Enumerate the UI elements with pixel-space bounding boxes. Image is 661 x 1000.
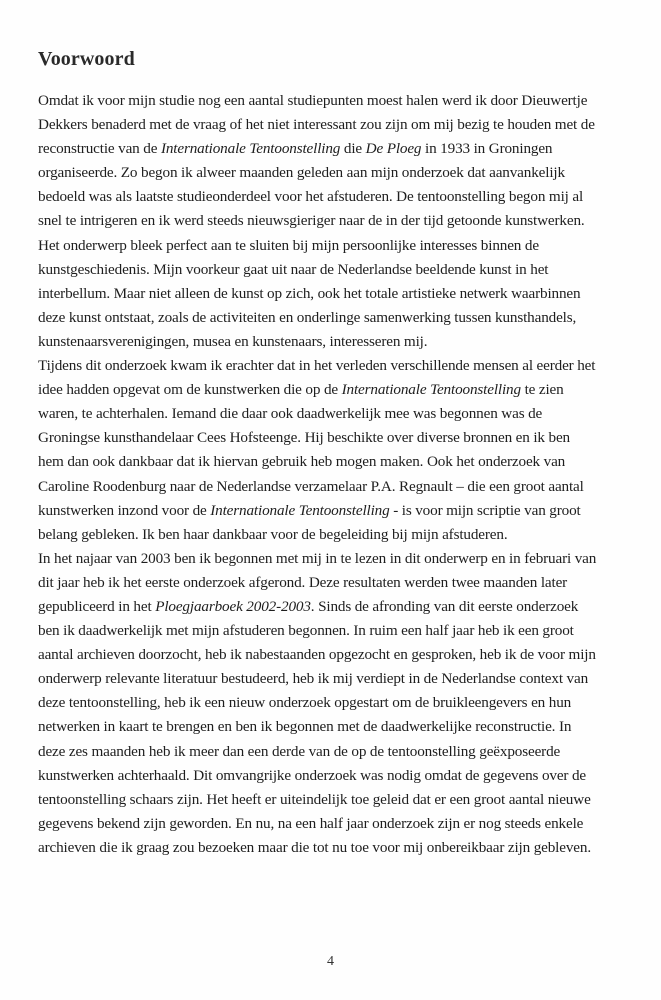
text-line <box>38 667 638 691</box>
text-line <box>38 715 638 739</box>
paragraph <box>38 547 638 860</box>
text-run: In het najaar van 2003 ben ik begonnen met mij in te lezen in dit onderwerp en in februari van <box>38 549 597 567</box>
italic-title: Ploegjaarboek 2002-2003 <box>155 597 311 615</box>
text-run: ben ik daadwerkelijk met mijn afstuderen begonnen. In ruim een half jaar heb ik een groot <box>38 622 574 640</box>
text-line <box>38 547 638 571</box>
text-run: Groningse kunsthandelaar Cees Hofsteenge. Hij beschikte over diverse bronnen en ik ben <box>38 429 570 447</box>
text-run: tentoonstelling schaars zijn. Het heeft er uiteindelijk toe geleid dat er een groot aantal nieuwe <box>38 790 591 808</box>
text-run: Caroline Roodenburg naar de Nederlandse verzamelaar P.A. Regnault – die een groot aantal <box>38 477 584 495</box>
paragraph <box>38 89 638 354</box>
text-line <box>38 691 638 715</box>
text-run: deze tentoonstelling, heb ik een nieuw onderzoek opgestart om de bruikleengevers en hun <box>38 694 572 712</box>
text-run: interbellum. Maar niet alleen de kunst op zich, ook het totale artistieke netwerk waarbinnen <box>38 284 581 302</box>
text-line <box>38 113 638 137</box>
text-line <box>38 571 638 595</box>
text-line <box>38 137 638 161</box>
text-run: Het onderwerp bleek perfect aan te sluiten bij mijn persoonlijke interesses binnen de <box>38 236 539 254</box>
text-run: Dekkers benaderd met de vraag of het niet interessant zou zijn om mij bezig te houden met de <box>38 116 595 134</box>
text-line <box>38 450 638 474</box>
text-line <box>38 499 638 523</box>
text-run: te zien <box>520 381 564 399</box>
text-line <box>38 740 638 764</box>
text-line <box>38 619 638 643</box>
text-line <box>38 185 638 209</box>
page-title: Voorwoord <box>38 48 135 70</box>
italic-title: De Ploeg <box>365 140 422 158</box>
text-line <box>38 89 638 113</box>
text-line <box>38 209 638 233</box>
text-run: hem dan ook dankbaar dat ik hiervan gebruik heb mogen maken. Ook het onderzoek van <box>38 453 566 471</box>
text-line <box>38 523 638 547</box>
text-line <box>38 475 638 499</box>
text-run: snel te intrigeren en ik werd steeds nieuwsgieriger naar de in der tijd getoonde kunstwerken. <box>38 212 585 230</box>
text-line <box>38 812 638 836</box>
text-run: gegevens bekend zijn geworden. En nu, na een half jaar onderzoek zijn er nog steeds enkele <box>38 814 584 832</box>
text-run: die <box>340 140 366 158</box>
text-run: kunstwerken achterhaald. Dit omvangrijke onderzoek was nodig omdat de gegevens over de <box>38 766 587 784</box>
text-run: deze zes maanden heb ik meer dan een derde van de op de tentoonstelling geëxposeerde <box>38 742 561 760</box>
text-run: bedoeld was als laatste studieonderdeel voor het afstuderen. De tentoonstelling begon mij al <box>38 188 584 206</box>
text-line <box>38 234 638 258</box>
italic-title: Internationale Tentoonstelling <box>210 501 390 519</box>
text-line <box>38 595 638 619</box>
italic-title: Internationale Tentoonstelling <box>341 381 521 399</box>
text-run: kunstwerken inzond voor de <box>38 501 211 519</box>
text-run: waren, te achterhalen. Iemand die daar ook daadwerkelijk mee was begonnen was de <box>38 405 543 423</box>
text-run: belang gebleken. Ik ben haar dankbaar voor de begeleiding bij mijn afstuderen. <box>38 525 508 543</box>
text-line <box>38 788 638 812</box>
paragraph <box>38 354 638 547</box>
text-run: netwerken in kaart te brengen en ben ik begonnen met de daadwerkelijke reconstructie. In <box>38 718 572 736</box>
text-line <box>38 161 638 185</box>
text-run: . Sinds de afronding van dit eerste onderzoek <box>310 597 579 615</box>
text-run: archieven die ik graag zou bezoeken maar die tot nu toe voor mij onbereikbaar zijn gebleven. <box>38 838 591 856</box>
text-run: kunstenaarsverenigingen, musea en kunstenaars, interesseren mij. <box>38 332 428 350</box>
text-run: - is voor mijn scriptie van groot <box>389 501 581 519</box>
text-line <box>38 258 638 282</box>
text-run: gepubliceerd in het <box>38 597 156 615</box>
text-line <box>38 330 638 354</box>
text-line <box>38 836 638 860</box>
page-number: 4 <box>327 954 334 969</box>
text-line <box>38 282 638 306</box>
text-run: kunstgeschiedenis. Mijn voorkeur gaat uit naar de Nederlandse beeldende kunst in het <box>38 260 549 278</box>
text-run: onderwerp relevante literatuur bestudeerd, heb ik mij verdiept in de Nederlandse context van <box>38 670 589 688</box>
text-line <box>38 378 638 402</box>
text-run: organiseerde. Zo begon ik alweer maanden geleden aan mijn onderzoek dat aanvankelijk <box>38 164 565 182</box>
text-run: deze kunst ontstaat, zoals de activiteiten en onderlinge samenwerking tussen kunsthandels, <box>38 308 577 326</box>
text-line <box>38 643 638 667</box>
text-run: aantal archieven doorzocht, heb ik nabestaanden opgezocht en gesproken, heb ik de voor mijn <box>38 646 596 664</box>
text-line <box>38 306 638 330</box>
text-run: dit jaar heb ik het eerste onderzoek afgerond. Deze resultaten werden twee maanden later <box>38 573 568 591</box>
document-body <box>38 89 638 860</box>
text-line <box>38 354 638 378</box>
text-run: in 1933 in Groningen <box>421 140 553 158</box>
text-run: Tijdens dit onderzoek kwam ik erachter dat in het verleden verschillende mensen al eerder het <box>38 357 596 375</box>
text-line <box>38 426 638 450</box>
text-run: Omdat ik voor mijn studie nog een aantal studiepunten moest halen werd ik door Dieuwertje <box>38 92 588 109</box>
text-line <box>38 764 638 788</box>
text-line <box>38 402 638 426</box>
text-run: idee hadden opgevat om de kunstwerken die op de <box>38 381 342 399</box>
italic-title: Internationale Tentoonstelling <box>160 140 341 158</box>
text-run: reconstructie van de <box>38 140 161 158</box>
